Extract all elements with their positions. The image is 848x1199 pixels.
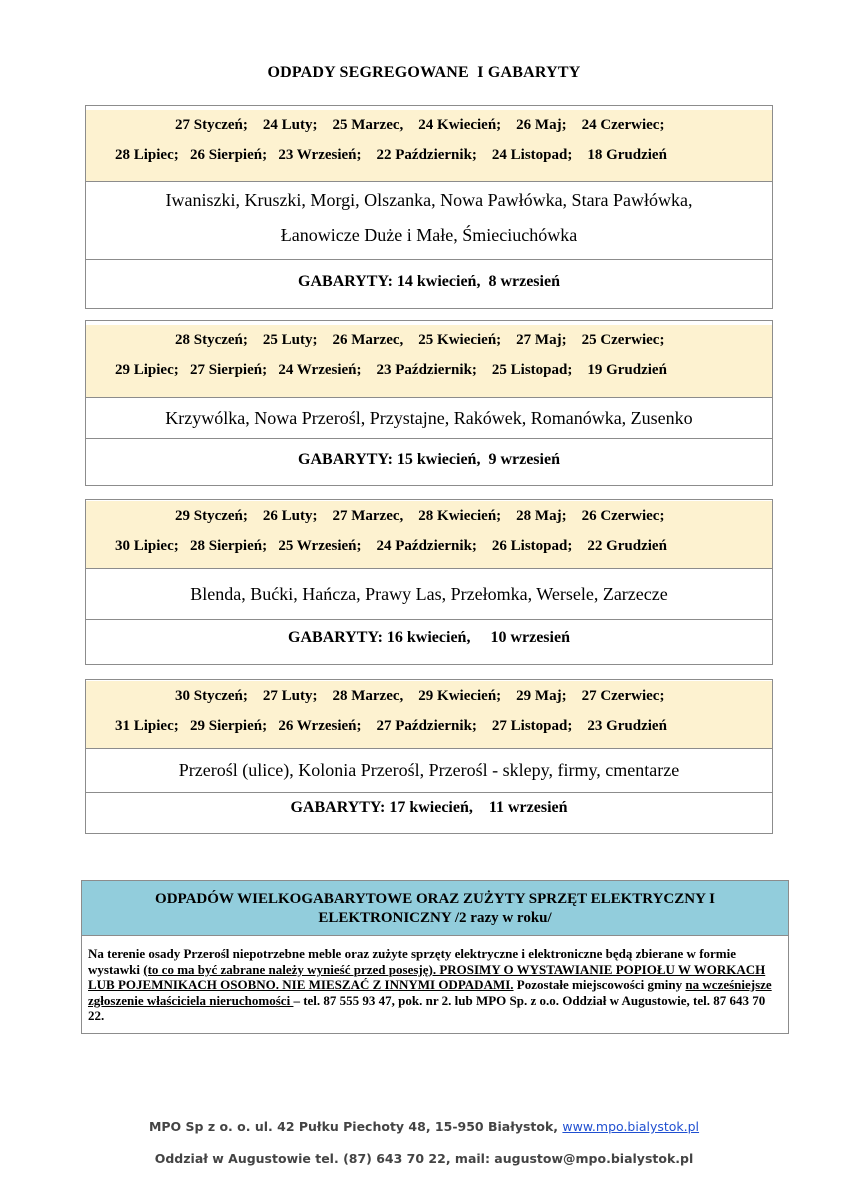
info-text-part: Na terenie osady Przerośl niepotrzebne meble oraz zużyte sprzęty elektryczne i elektroniczne będą zbierane w formie wystawki [88, 946, 737, 977]
places-line-2: Łanowicze Duże i Małe, Śmieciuchówka [280, 225, 578, 245]
dates-line-1: 29 Styczeń; 26 Luty; 27 Marzec, 28 Kwiecień; 28 Maj; 26 Czerwiec; [175, 508, 665, 524]
info-text-underlined: na wcześniejsze zgłoszenie właściciela nieruchomości [88, 977, 772, 1008]
places-row [86, 398, 772, 439]
places-line-1: Krzywólka, Nowa Przerośl, Przystajne, Raków​ek, Romanówka, Zusenko [165, 408, 693, 428]
footer-line-1 [0, 1119, 848, 1134]
gabaryty-row: GABARYTY: 15 kwiecień, 9 wrzesień [298, 451, 560, 468]
footer-address: MPO Sp z o. o. ul. 42 Pułku Piechoty 48, 15-950 Białystok, [148, 1119, 563, 1134]
dates-line-2: 29 Lipiec; 27 Sierpień; 24 Wrzesień; 23 Październik; 25 Listopad; 19 Grudzień [115, 362, 667, 378]
dates-line-1: 27 Styczeń; 24 Luty; 25 Marzec, 24 Kwiecień; 26 Maj; 24 Czerwiec; [175, 117, 665, 133]
dates-row [86, 501, 772, 569]
gabaryty-row: GABARYTY: 17 kwiecień, 11 wrzesień [290, 799, 568, 816]
bulky-waste-info-box [81, 880, 789, 1034]
schedule-block-3 [85, 499, 773, 665]
schedule-block-1 [85, 105, 773, 309]
places-row [86, 569, 772, 620]
places-line-1: Przerośl (ulice), Kolonia Przerośl, Przerośl - sklepy, firmy, cmentarze [178, 760, 680, 780]
gabaryty-row: GABARYTY: 14 kwiecień, 8 wrzesień [298, 273, 560, 290]
dates-row [86, 325, 772, 398]
website-link[interactable]: www.mpo.bialystok.pl [562, 1119, 700, 1134]
dates-row [86, 681, 772, 749]
footer-line-2: Oddział w Augustowie tel. (87) 643 70 22, mail: augustow@mpo.bialystok.pl [154, 1151, 694, 1166]
info-text-part: – tel. 87 555 93 47, pok. nr 2. lub MPO Sp. z o.o. Oddział w Augustowie, tel. 87 643 70 22. [88, 992, 766, 1023]
dates-line-1: 30 Styczeń; 27 Luty; 28 Marzec, 29 Kwiecień; 29 Maj; 27 Czerwiec; [175, 688, 665, 704]
info-text-part: Pozostałe miejscowości gminy [513, 977, 686, 992]
places-row [86, 182, 772, 260]
places-row [86, 749, 772, 793]
info-text-underlined: (to co ma być zabrane należy wynieść przed posesję). PROSIMY O WYSTAWIANIE POPIOŁU W WORKACH LUB POJEMNIKACH OSOBNO. NIE MIESZAĆ Z INNYMI ODPADAMI. [88, 961, 766, 992]
dates-line-2: 28 Lipiec; 26 Sierpień; 23 Wrzesień; 22 Październik; 24 Listopad; 18 Grudzień [115, 147, 667, 163]
dates-row [86, 110, 772, 182]
places-line-1: Iwaniszki, Kruszki, Morgi, Olszanka, Nowa Pawłówka, Stara Pawłówka, [165, 190, 693, 210]
info-heading: ODPADÓW WIELKOGABARYTOWE ORAZ ZUŻYTY SPRZĘT ELEKTRYCZNY I ELEKTRONICZNY /2 razy w roku/ [82, 881, 788, 936]
schedule-block-4 [85, 679, 773, 834]
dates-line-2: 31 Lipiec; 29 Sierpień; 26 Wrzesień; 27 Październik; 27 Listopad; 23 Grudzień [115, 718, 667, 734]
info-text [82, 936, 788, 1033]
gabaryty-row: GABARYTY: 16 kwiecień, 10 wrzesień [288, 629, 570, 646]
schedule-block-2 [85, 320, 773, 486]
dates-line-1: 28 Styczeń; 25 Luty; 26 Marzec, 25 Kwiecień; 27 Maj; 25 Czerwiec; [175, 332, 665, 348]
page-title: ODPADY SEGREGOWANE I GABARYTY [267, 64, 581, 81]
dates-line-2: 30 Lipiec; 28 Sierpień; 25 Wrzesień; 24 Październik; 26 Listopad; 22 Grudzień [115, 538, 667, 554]
places-line-1: Blenda, Bućki, Hańcza, Prawy Las, Przełomka, Wersele, Zarzecze [190, 584, 668, 604]
